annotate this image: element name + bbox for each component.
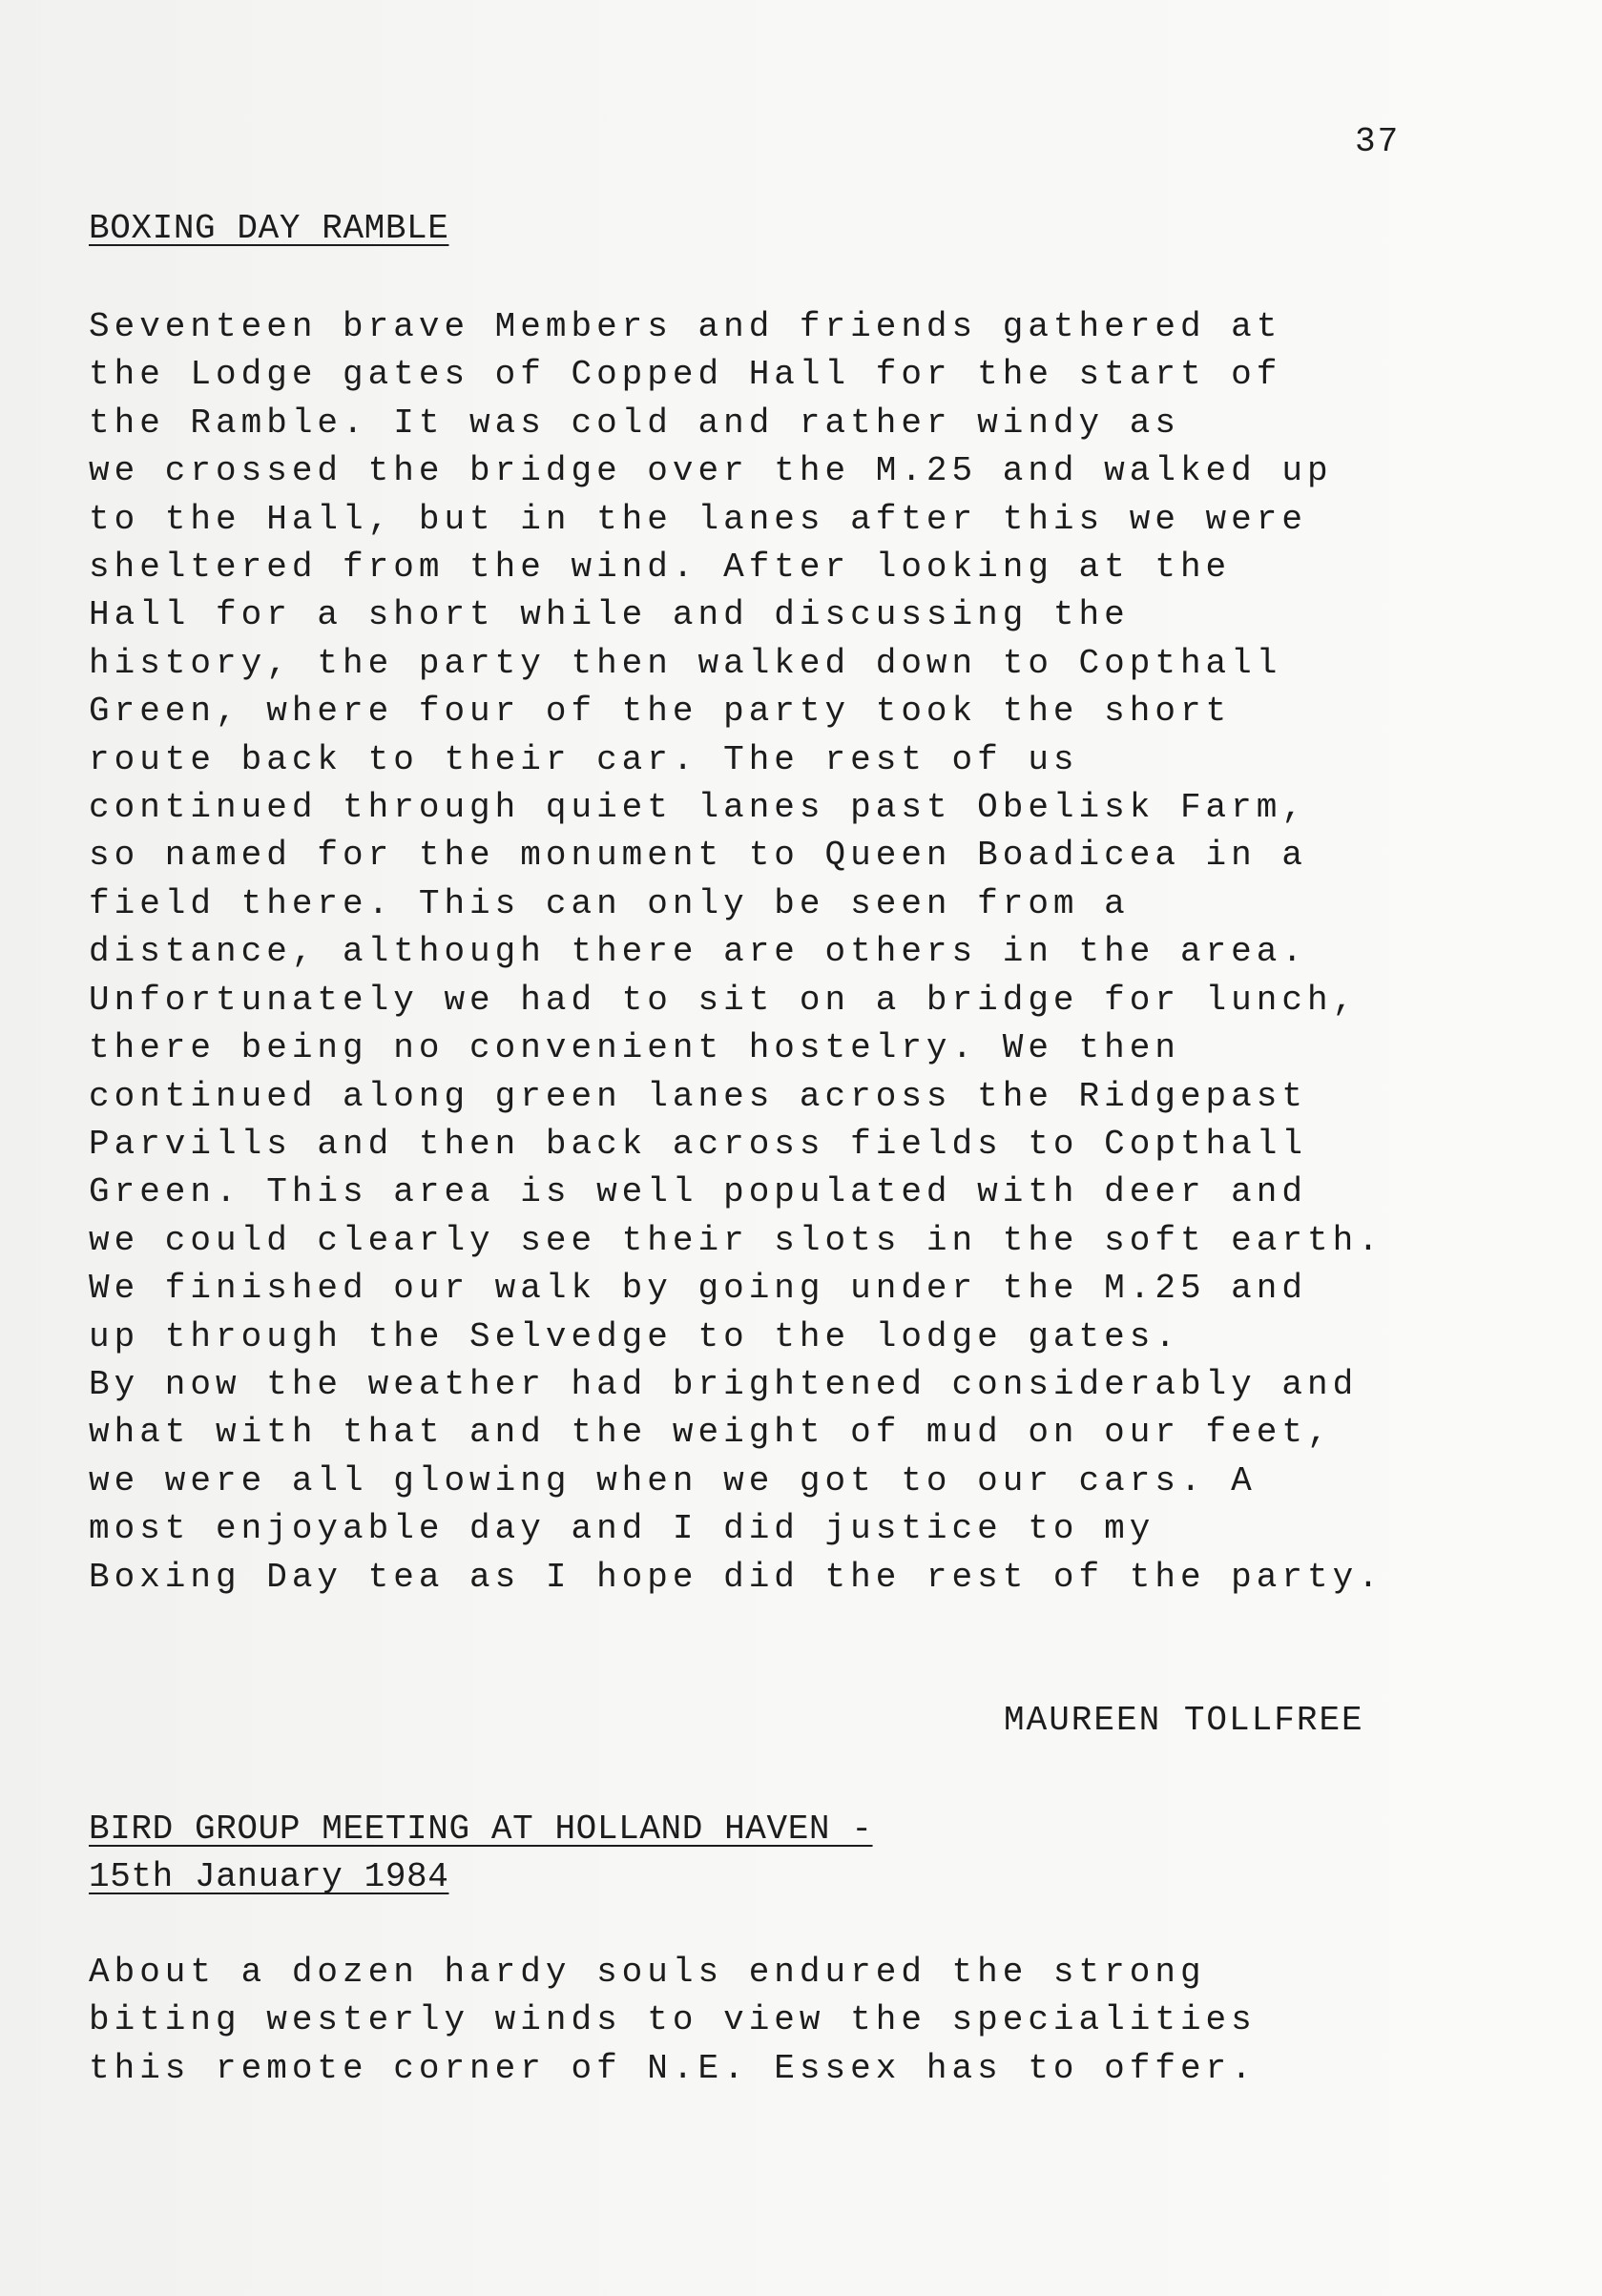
body-line: history, the party then walked down to Copthall xyxy=(89,643,1282,683)
body-line: so named for the monument to Queen Boadicea in a xyxy=(89,836,1307,876)
body-line: the Lodge gates of Copped Hall for the start of xyxy=(89,355,1282,395)
body-line: Seventeen brave Members and friends gathered at xyxy=(89,307,1282,346)
body-line: sheltered from the wind. After looking at the xyxy=(89,548,1232,588)
body-line: biting westerly winds to view the specialities xyxy=(89,2000,1257,2040)
article-heading-date: 15th January 1984 xyxy=(89,1857,449,1896)
body-line: most enjoyable day and I did justice to my xyxy=(89,1509,1155,1549)
body-line: what with that and the weight of mud on our feet, xyxy=(89,1413,1333,1453)
body-line: this remote corner of N.E. Essex has to offer. xyxy=(89,2048,1257,2088)
body-line: the Ramble. It was cold and rather windy as xyxy=(89,403,1180,443)
body-line: Hall for a short while and discussing the xyxy=(89,595,1130,635)
article-heading-bird-group-meeting: BIRD GROUP MEETING AT HOLLAND HAVEN - xyxy=(89,1810,873,1849)
body-line: Green. This area is well populated with deer and xyxy=(89,1172,1307,1212)
body-line: We finished our walk by going under the M.25 and xyxy=(89,1269,1307,1309)
body-line: Boxing Day tea as I hope did the rest of the party. xyxy=(89,1557,1384,1597)
author-signature: MAUREEN TOLLFREE xyxy=(1004,1701,1364,1740)
article-body-boxing-day-ramble xyxy=(89,303,1384,1602)
body-line: we could clearly see their slots in the soft earth. xyxy=(89,1220,1384,1260)
body-line: continued along green lanes across the Ridgepast xyxy=(89,1076,1307,1116)
body-line: there being no convenient hostelry. We then xyxy=(89,1028,1180,1068)
body-line: field there. This can only be seen from a xyxy=(89,883,1130,923)
body-line: Unfortunately we had to sit on a bridge for lunch, xyxy=(89,980,1359,1020)
page-number: 37 xyxy=(1355,122,1401,161)
body-line: route back to their car. The rest of us xyxy=(89,739,1079,779)
body-line: continued through quiet lanes past Obelisk Farm, xyxy=(89,788,1307,828)
article-heading-boxing-day-ramble: BOXING DAY RAMBLE xyxy=(89,209,449,248)
body-line: distance, although there are others in the area. xyxy=(89,932,1307,972)
body-line: we were all glowing when we got to our cars. A xyxy=(89,1460,1257,1500)
body-line: Parvills and then back across fields to Copthall xyxy=(89,1124,1307,1164)
body-line: up through the Selvedge to the lodge gates. xyxy=(89,1316,1180,1356)
body-line: we crossed the bridge over the M.25 and walked up xyxy=(89,451,1333,491)
body-line: About a dozen hardy souls endured the strong xyxy=(89,1953,1206,1992)
body-line: By now the weather had brightened considerably and xyxy=(89,1364,1359,1404)
body-line: to the Hall, but in the lanes after this we were xyxy=(89,499,1307,539)
body-line: Green, where four of the party took the short xyxy=(89,692,1232,732)
article-body-bird-group-meeting xyxy=(89,1949,1257,2093)
